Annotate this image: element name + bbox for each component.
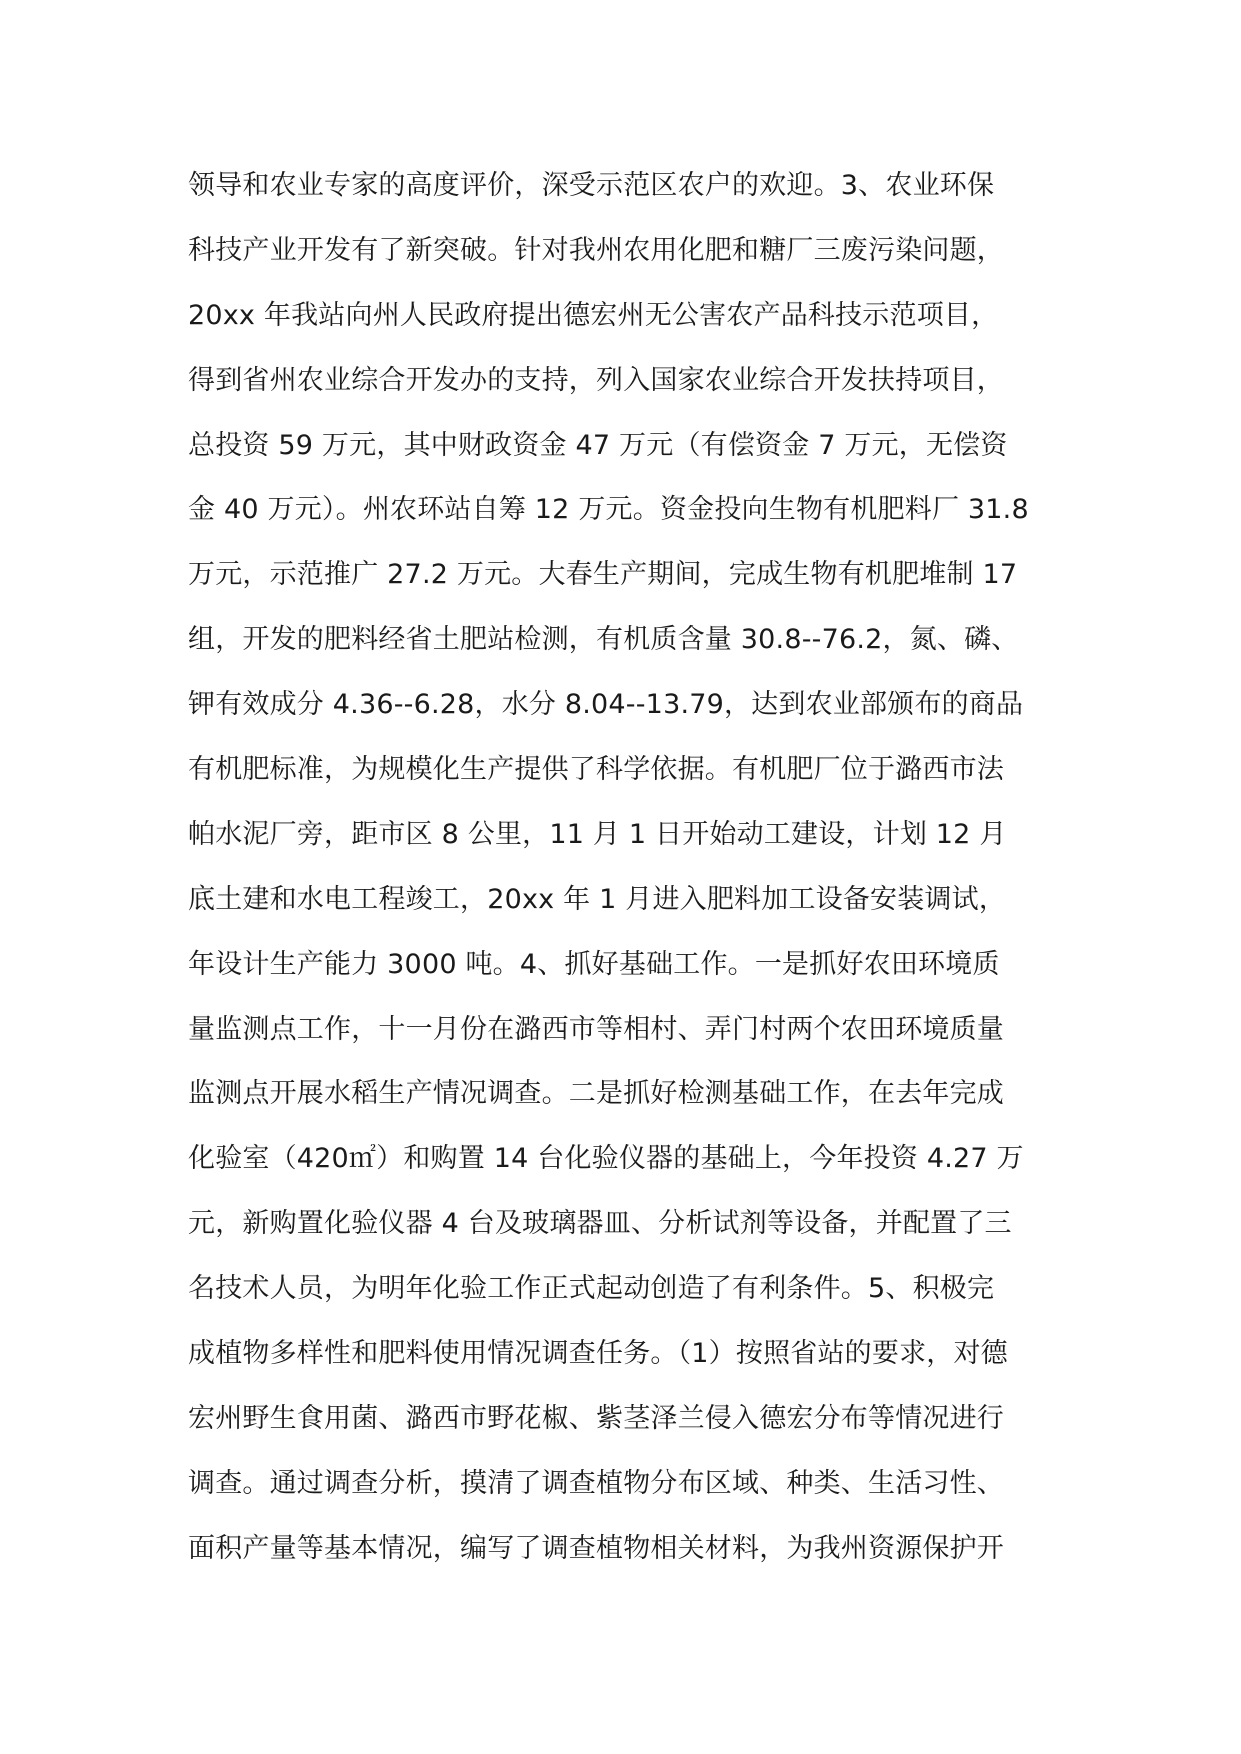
text-line: 20xx 年我站向州人民政府提出德宏州无公害农产品科技示范项目， — [188, 299, 999, 331]
text-line: 总投资 59 万元，其中财政资金 47 万元（有偿资金 7 万元，无偿资 — [188, 429, 1008, 461]
text-line: 组，开发的肥料经省土肥站检测，有机质含量 30.8--76.2，氮、磷、 — [188, 624, 1019, 656]
text-line: 领导和农业专家的高度评价，深受示范区农户的欢迎。3、农业环保 — [188, 170, 995, 201]
text-line: 元，新购置化验仪器 4 台及玻璃器皿、分析试剂等设备，并配置了三 — [188, 1208, 1012, 1240]
text-line: 监测点开展水稻生产情况调查。二是抓好检测基础工作，在去年完成 — [188, 1078, 1004, 1110]
text-line: 得到省州农业综合开发办的支持，列入国家农业综合开发扶持项目， — [188, 364, 1004, 396]
text-line: 量监测点工作，十一月份在潞西市等相村、弄门村两个农田环境质量 — [188, 1013, 1004, 1045]
text-line: 名技术人员，为明年化验工作正式起动创造了有利条件。5、积极完 — [188, 1273, 995, 1305]
body-paragraph — [188, 160, 1068, 1588]
text-line: 底土建和水电工程竣工，20xx 年 1 月进入肥料加工设备安装调试， — [188, 883, 1007, 915]
text-line: 化验室（420㎡）和购置 14 台化验仪器的基础上，今年投资 4.27 万 — [188, 1143, 1024, 1175]
text-line: 面积产量等基本情况，编写了调查植物相关材料，为我州资源保护开 — [188, 1532, 1004, 1564]
text-line: 年设计生产能力 3000 吨。4、抓好基础工作。一是抓好农田环境质 — [188, 948, 1000, 980]
text-line: 钾有效成分 4.36--6.28，水分 8.04--13.79，达到农业部颁布的商品 — [188, 689, 1024, 721]
text-line: 万元，示范推广 27.2 万元。大春生产期间，完成生物有机肥堆制 17 — [188, 559, 1018, 591]
text-line: 成植物多样性和肥料使用情况调查任务。（1）按照省站的要求，对德 — [188, 1338, 1008, 1370]
text-line: 科技产业开发有了新突破。针对我州农用化肥和糖厂三废污染问题， — [188, 234, 1004, 266]
text-line: 帕水泥厂旁，距市区 8 公里，11 月 1 日开始动工建设，计划 12 月 — [188, 818, 1007, 850]
text-line: 金 40 万元）。州农环站自筹 12 万元。资金投向生物有机肥料厂 31.8 — [188, 494, 1029, 526]
text-line: 有机肥标准，为规模化生产提供了科学依据。有机肥厂位于潞西市法 — [188, 754, 1004, 786]
text-line: 宏州野生食用菌、潞西市野花椒、紫茎泽兰侵入德宏分布等情况进行 — [188, 1402, 1004, 1434]
text-line: 调查。通过调查分析，摸清了调查植物分布区域、种类、生活习性、 — [188, 1467, 1004, 1499]
